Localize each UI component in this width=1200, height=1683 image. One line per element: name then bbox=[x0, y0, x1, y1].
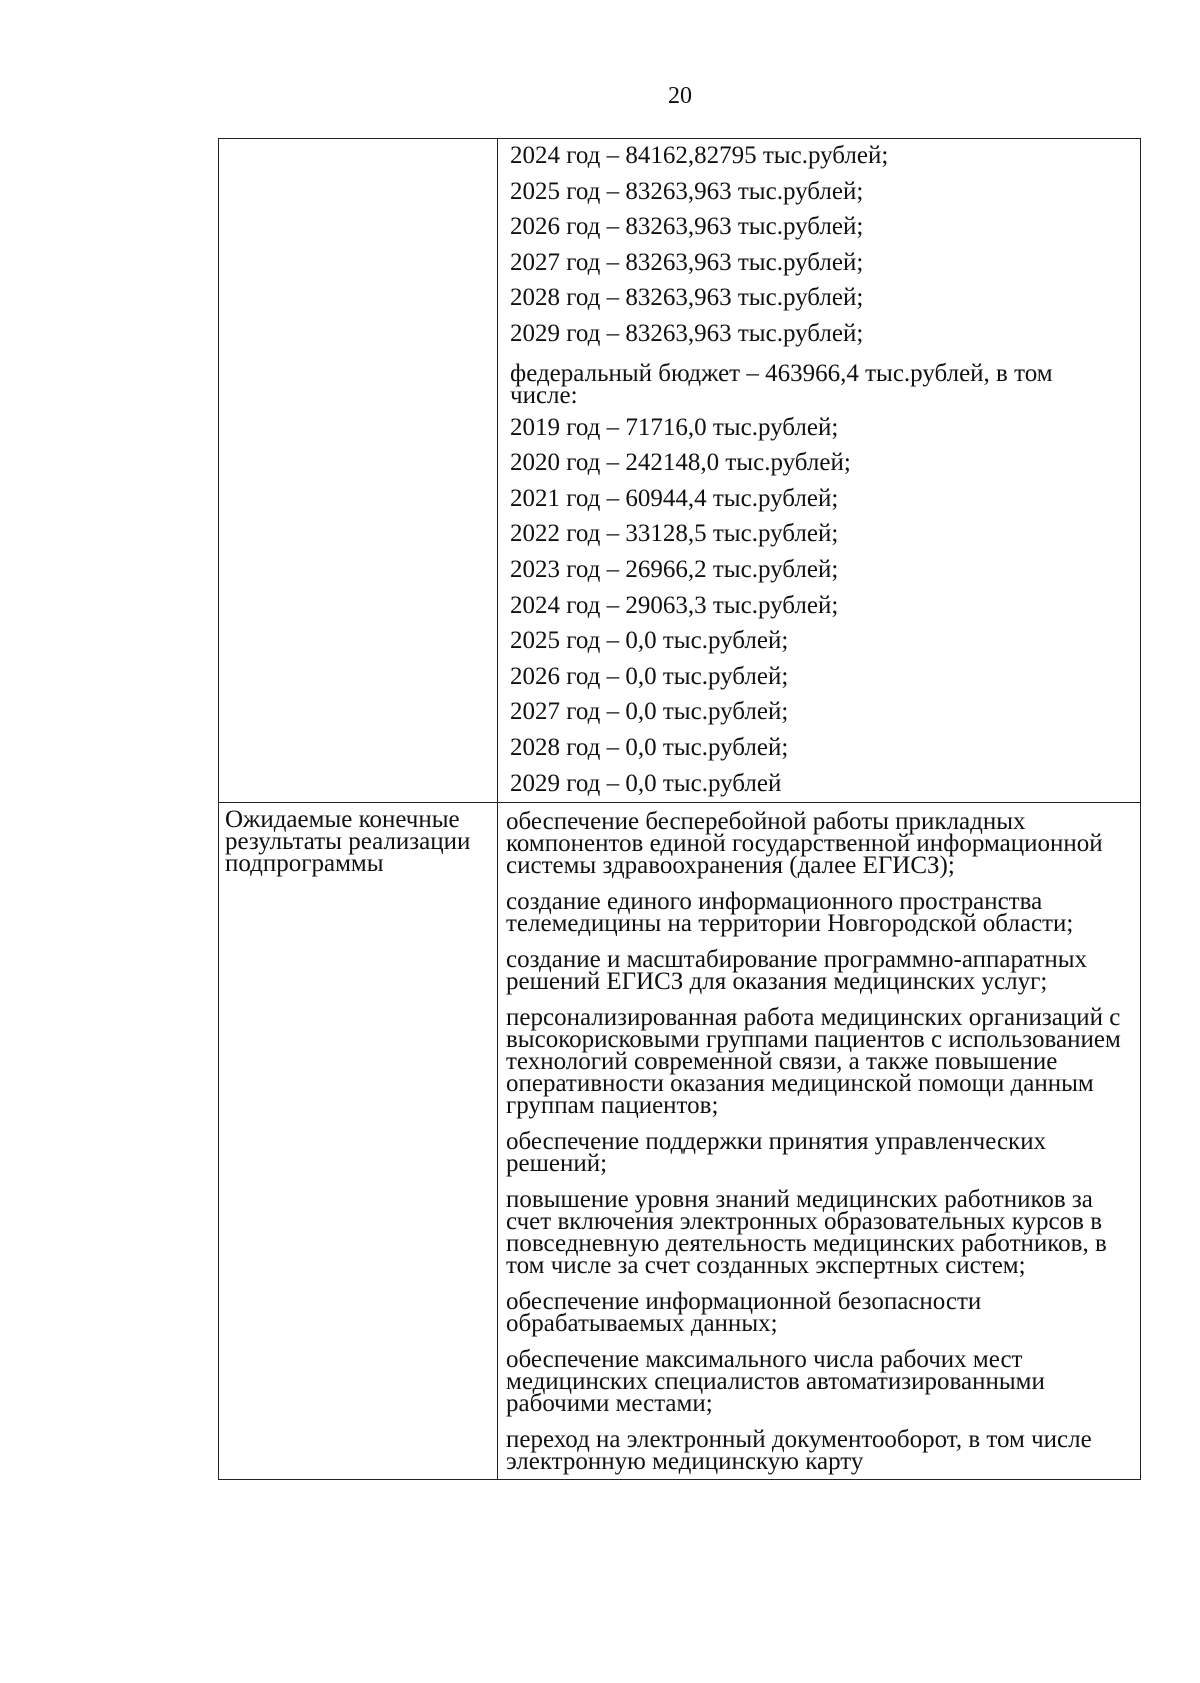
result-item: создание единого информационного пространства телемедицины на территории Новгородской области; bbox=[506, 888, 1074, 938]
result-item: обеспечение информационной безопасности обрабатываемых данных; bbox=[506, 1288, 982, 1338]
result-item: создание и масштабирование программно-аппаратных решений ЕГИСЗ для оказания медицинских услуг; bbox=[506, 946, 1088, 996]
financing-line: 2023 год – 26966,2 тыс.рублей; bbox=[510, 555, 839, 583]
financing-line: 2025 год – 83263,963 тыс.рублей; bbox=[510, 177, 864, 205]
financing-line: 2022 год – 33128,5 тыс.рублей; bbox=[510, 520, 839, 548]
financing-line: 2024 год – 84162,82795 тыс.рублей; bbox=[510, 142, 889, 169]
financing-cell bbox=[498, 139, 1141, 803]
result-item: персонализированная работа медицинских организаций с высокорисковыми группами пациентов с использованием технологий современной связи, а также повышение оперативности оказания медицинской помощи данным группам пациентов; bbox=[506, 1004, 1121, 1120]
subprogram-passport-table bbox=[218, 138, 1141, 1480]
financing-line: 2020 год – 242148,0 тыс.рублей; bbox=[510, 449, 851, 477]
result-item: повышение уровня знаний медицинских работников за счет включения электронных образовательных курсов в повседневную деятельность медицинских работников, в том числе за счет созданных экспертных систем; bbox=[506, 1186, 1107, 1280]
financing-line: 2019 год – 71716,0 тыс.рублей; bbox=[510, 413, 839, 441]
financing-line: 2029 год – 83263,963 тыс.рублей; bbox=[510, 319, 864, 347]
financing-line: 2021 год – 60944,4 тыс.рублей; bbox=[510, 484, 839, 512]
financing-line: 2028 год – 0,0 тыс.рублей; bbox=[510, 733, 789, 761]
financing-line: 2024 год – 29063,3 тыс.рублей; bbox=[510, 591, 839, 619]
financing-line: 2028 год – 83263,963 тыс.рублей; bbox=[510, 284, 864, 312]
federal-budget-line: федеральный бюджет – 463966,4 тыс.рублей, в том числе: bbox=[510, 359, 1053, 409]
financing-line: 2029 год – 0,0 тыс.рублей bbox=[510, 769, 782, 797]
financing-line: 2027 год – 0,0 тыс.рублей; bbox=[510, 698, 789, 726]
results-row bbox=[219, 803, 1141, 1480]
result-item: обеспечение бесперебойной работы прикладных компонентов единой государственной информационной системы здравоохранения (далее ЕГИСЗ); bbox=[506, 808, 1103, 880]
page-number: 20 bbox=[668, 83, 692, 109]
financing-line: 2026 год – 83263,963 тыс.рублей; bbox=[510, 213, 864, 241]
financing-line: 2026 год – 0,0 тыс.рублей; bbox=[510, 662, 789, 690]
results-cell bbox=[498, 803, 1141, 1480]
financing-row bbox=[219, 139, 1141, 803]
result-item: обеспечение максимального числа рабочих мест медицинских специалистов автоматизированными рабочими местами; bbox=[506, 1346, 1045, 1418]
financing-line: 2025 год – 0,0 тыс.рублей; bbox=[510, 627, 789, 655]
financing-label-cell bbox=[219, 139, 498, 803]
financing-line: 2027 год – 83263,963 тыс.рублей; bbox=[510, 248, 864, 276]
results-label: Ожидаемые конечные результаты реализации подпрограммы bbox=[225, 806, 471, 878]
result-item: переход на электронный документооборот, в том числе электронную медицинскую карту bbox=[506, 1426, 1092, 1476]
results-label-cell bbox=[219, 803, 498, 1480]
result-item: обеспечение поддержки принятия управленческих решений; bbox=[506, 1128, 1047, 1178]
